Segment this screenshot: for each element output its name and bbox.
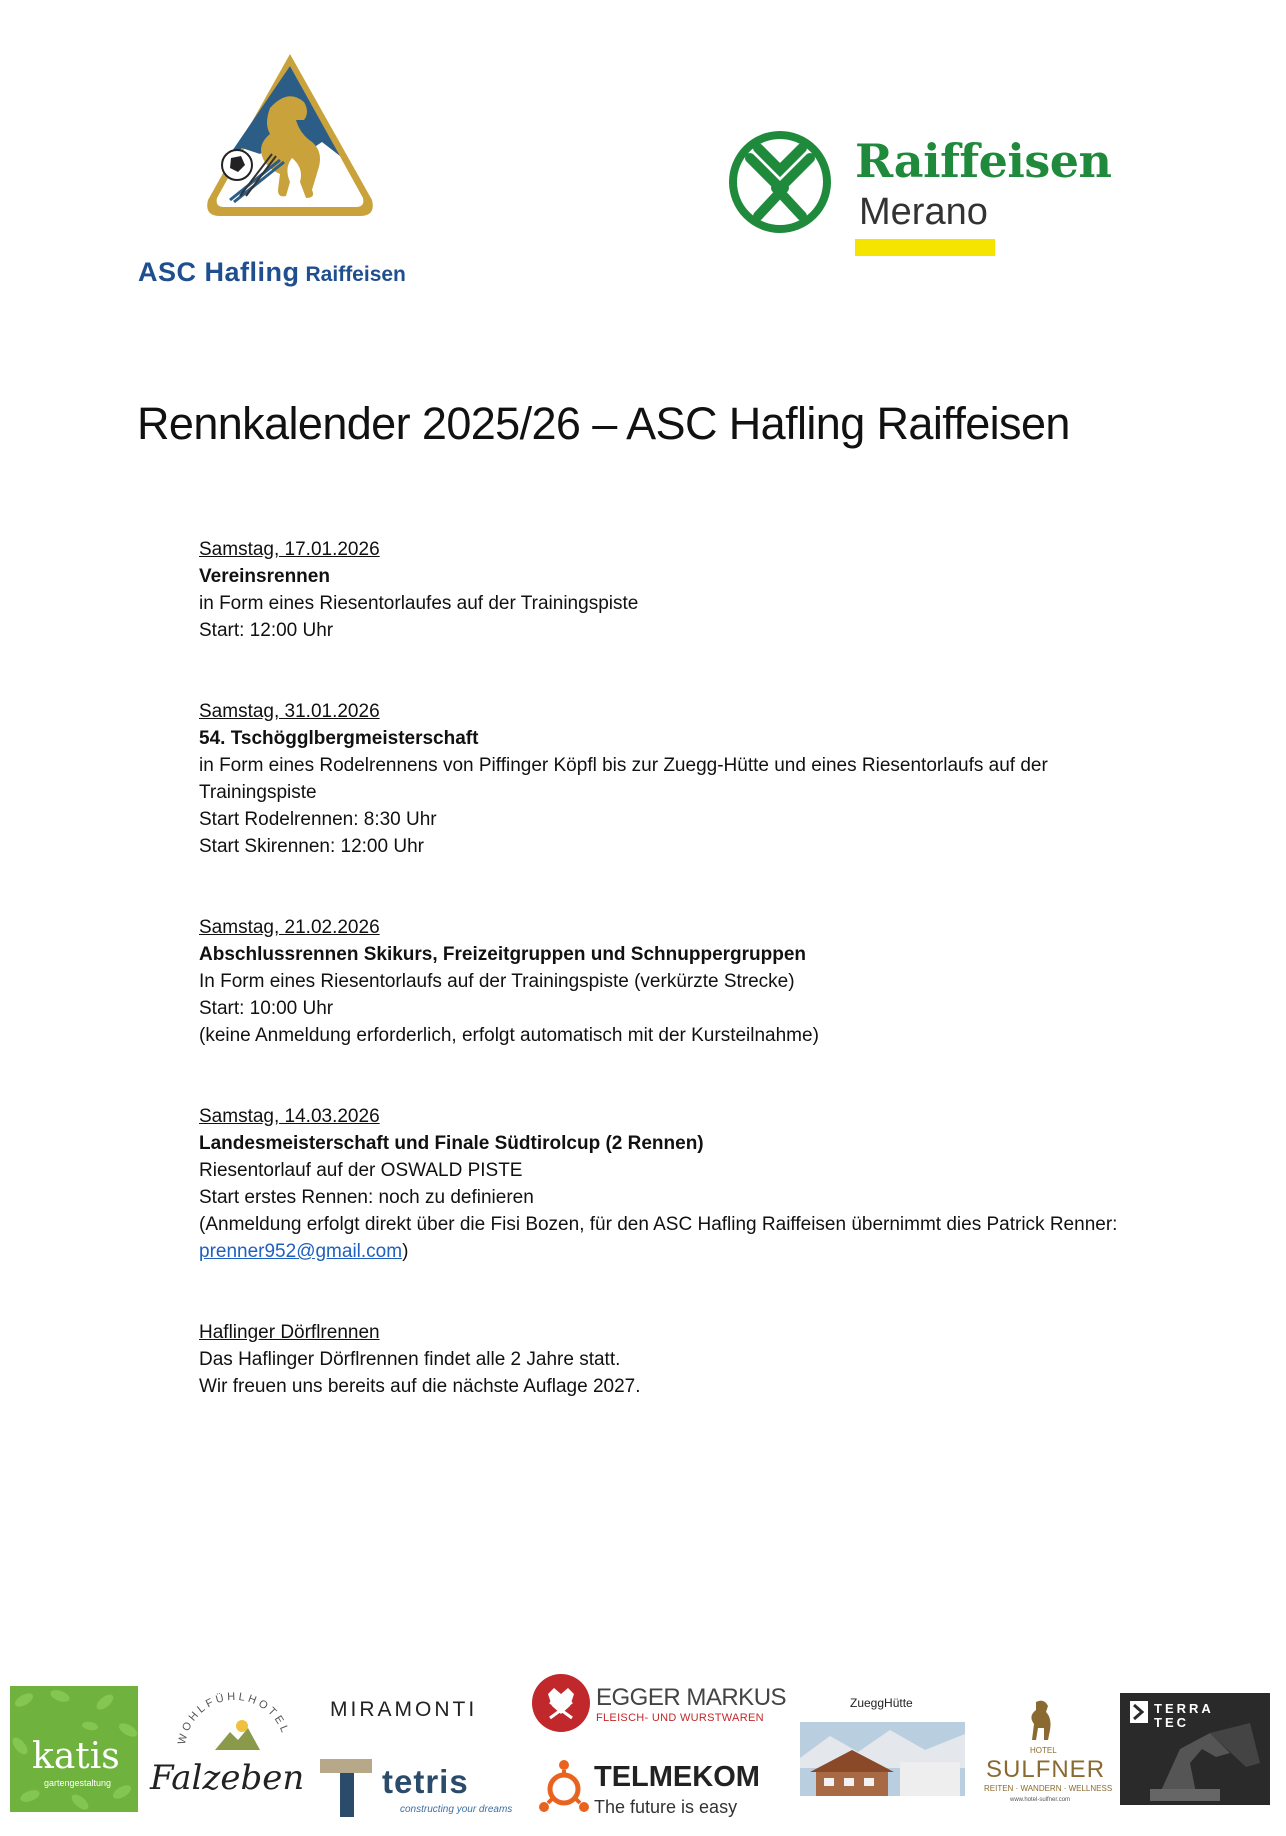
event-detail: in Form eines Rodelrennens von Piffinger Köpfl bis zur Zuegg-Hütte und eines Riesentorlaufs auf der Trainingspiste <box>199 755 1048 803</box>
telmekom-network-icon <box>538 1757 590 1821</box>
sponsor-falzeben-logo <box>150 1690 310 1820</box>
katis-sub: gartengestaltung <box>44 1778 112 1788</box>
falzeben-arc-text: WOHLFÜHLHOTEL <box>176 1690 292 1746</box>
sponsor-katis-logo <box>10 1686 138 1812</box>
sulfner-url: www.hotel-sulfner.com <box>1010 1797 1071 1803</box>
contact-email-link[interactable]: prenner952@gmail.com <box>199 1241 403 1262</box>
event-detail: Wir freuen uns bereits auf die nächste Auflage 2027. <box>199 1376 641 1397</box>
closing-paren: ) <box>402 1241 409 1262</box>
telmekom-tagline: The future is easy <box>594 1797 738 1817</box>
event-start-time: Start Skirennen: 12:00 Uhr <box>199 836 424 857</box>
event-start-time: Start erstes Rennen: noch zu definieren <box>199 1187 534 1208</box>
event-detail: In Form eines Riesentorlaufs auf der Trainingspiste (verkürzte Strecke) <box>199 971 795 992</box>
page-title: Rennkalender 2025/26 – ASC Hafling Raiffeisen <box>137 398 1070 449</box>
event-date: Samstag, 17.01.2026 <box>199 539 380 560</box>
raiffeisen-brand-name: Raiffeisen <box>855 134 1112 188</box>
event-registration-note <box>199 1211 1119 1265</box>
asc-wordmark-sub: Raiffeisen <box>305 263 406 286</box>
event-start-time: Start: 12:00 Uhr <box>199 620 334 641</box>
sponsor-miramonti-logo: MIRAMONTI <box>330 1698 478 1721</box>
event-heading: Haflinger Dörflrennen <box>199 1322 380 1343</box>
asc-crest-icon <box>200 50 380 250</box>
event-start-time: Start Rodelrennen: 8:30 Uhr <box>199 809 437 830</box>
event-title: Abschlussrennen Skikurs, Freizeitgruppen und Schnuppergruppen <box>199 944 807 965</box>
zuegg-hut-photo-icon <box>800 1722 965 1802</box>
egger-emblem-icon <box>530 1672 592 1734</box>
katis-name: katis <box>32 1736 120 1777</box>
tetris-block-icon <box>320 1759 376 1819</box>
registration-text: (Anmeldung erfolgt direkt über die Fisi Bozen, für den ASC Hafling Raiffeisen übernimmt dies Patrick Renner: <box>199 1214 1118 1235</box>
egger-sub: FLEISCH- UND WURSTWAREN <box>596 1712 764 1724</box>
tetris-name: tetris <box>382 1763 469 1800</box>
sulfner-sub: REITEN · WANDERN · WELLNESS <box>984 1784 1113 1793</box>
asc-wordmark <box>138 257 406 288</box>
falzeben-name: Falzeben <box>150 1758 305 1798</box>
tetris-tagline: constructing your dreams <box>400 1804 513 1815</box>
sponsor-hotel-sulfner-logo <box>980 1698 1113 1828</box>
egger-name: EGGER MARKUS <box>596 1684 787 1711</box>
raiffeisen-merano-logo <box>728 128 1128 268</box>
event-detail: in Form eines Riesentorlaufes auf der Trainingspiste <box>199 593 639 614</box>
terratec-line2: TEC <box>1154 1715 1189 1730</box>
raiffeisen-city-name: Merano <box>859 191 988 233</box>
event-entry <box>199 1103 1119 1265</box>
event-note: (keine Anmeldung erforderlich, erfolgt automatisch mit der Kursteilnahme) <box>199 1025 819 1046</box>
event-entry <box>199 1319 1119 1400</box>
zuegg-name: ZueggHütte <box>850 1696 913 1710</box>
event-entry <box>199 914 1119 1049</box>
event-entry <box>199 536 1119 644</box>
event-date: Samstag, 14.03.2026 <box>199 1106 380 1127</box>
sponsor-egger-markus-logo <box>530 1672 787 1742</box>
sponsor-zuegg-huette-logo <box>800 1696 968 1820</box>
asc-wordmark-main: ASC Hafling <box>138 257 300 287</box>
event-entry <box>199 698 1119 860</box>
event-start-time: Start: 10:00 Uhr <box>199 998 334 1019</box>
sulfner-hotel-label: HOTEL <box>1030 1746 1057 1755</box>
falzeben-arc-icon <box>170 1690 300 1760</box>
telmekom-name: TELMEKOM <box>594 1761 760 1793</box>
event-detail: Das Haflinger Dörflrennen findet alle 2 Jahre statt. <box>199 1349 621 1370</box>
raiffeisen-yellow-bar <box>855 239 995 256</box>
sponsor-terratec-logo <box>1120 1693 1270 1805</box>
event-title: Landesmeisterschaft und Finale Südtirolcup (2 Rennen) <box>199 1133 704 1154</box>
sulfner-horse-icon <box>1022 1698 1062 1744</box>
sponsor-tetris-logo <box>320 1755 530 1825</box>
event-title: Vereinsrennen <box>199 566 330 587</box>
event-detail: Riesentorlauf auf der OSWALD PISTE <box>199 1160 523 1181</box>
raiffeisen-gable-cross-icon <box>728 130 832 234</box>
sulfner-name: SULFNER <box>986 1756 1106 1783</box>
event-date: Samstag, 31.01.2026 <box>199 701 380 722</box>
event-date: Samstag, 21.02.2026 <box>199 917 380 938</box>
asc-hafling-logo <box>130 50 460 295</box>
sponsor-telmekom-logo <box>538 1757 768 1827</box>
event-title: 54. Tschögglbergmeisterschaft <box>199 728 479 749</box>
terratec-line1: TERRA <box>1154 1701 1214 1716</box>
